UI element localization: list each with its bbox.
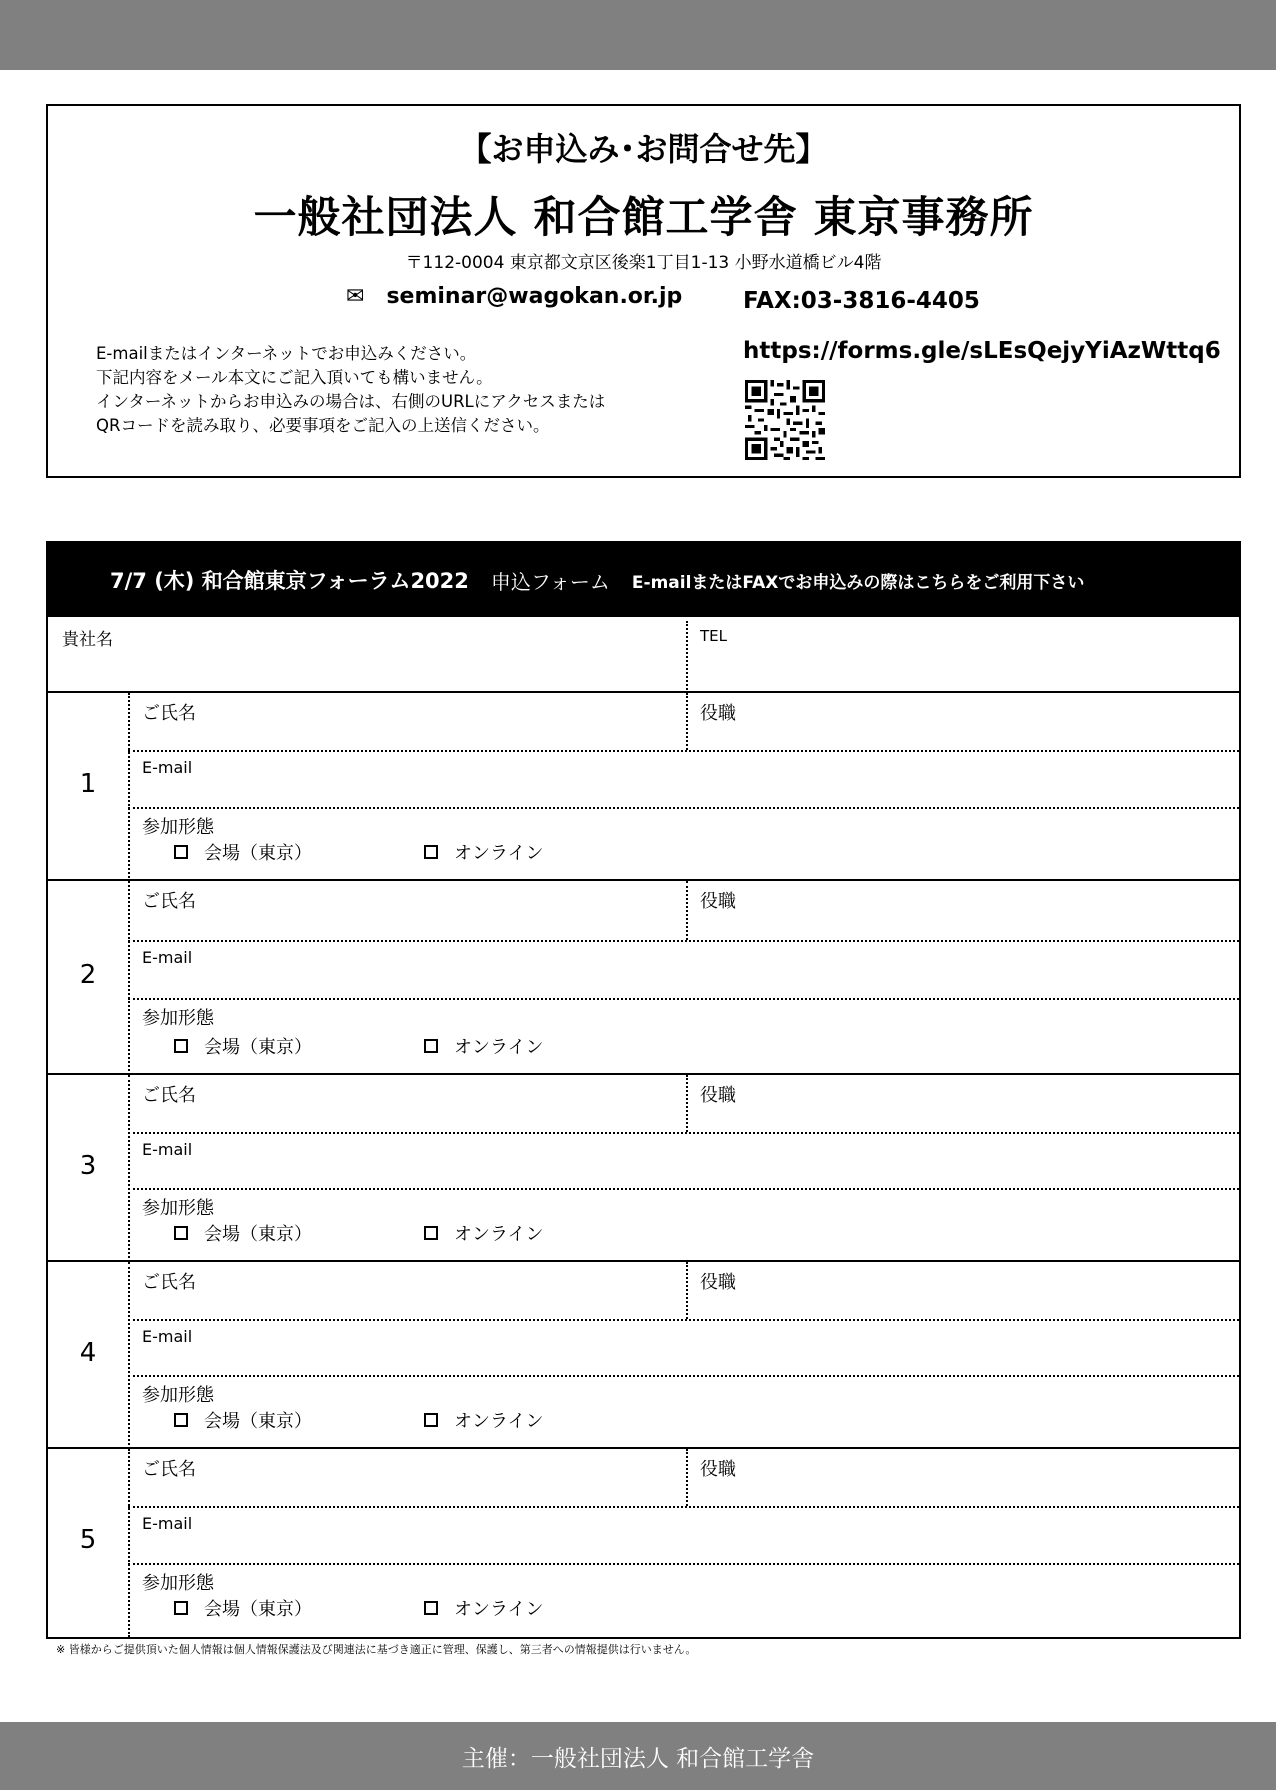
privacy-note: ※ 皆様からご提供頂いた個人情報は個人情報保護法及び関連法に基づき適正に管理、保護し、第三者への情報提供は行いません。 xyxy=(56,1643,697,1656)
email-label[interactable]: E-mail xyxy=(142,758,193,777)
checkbox-icon[interactable] xyxy=(424,845,438,859)
participant-block xyxy=(48,1075,1239,1262)
form-subtitle: 申込フォーム xyxy=(490,569,610,594)
position-label[interactable]: 役職 xyxy=(700,703,736,724)
checkbox-icon[interactable] xyxy=(174,1226,188,1240)
number-divider xyxy=(128,1075,130,1262)
email-label[interactable]: E-mail xyxy=(142,1514,193,1533)
form-title: 7/7 (木) 和合館東京フォーラム2022 xyxy=(110,569,469,593)
form-header xyxy=(48,543,1239,617)
checkbox-icon[interactable] xyxy=(174,1413,188,1427)
participant-number: 4 xyxy=(79,1337,97,1368)
note-line: インターネットからお申込みの場合は、右側のURLにアクセスまたは xyxy=(96,392,606,411)
option-online[interactable] xyxy=(424,1407,543,1433)
number-divider xyxy=(128,1262,130,1449)
attendance-label: 参加形態 xyxy=(142,817,214,838)
checkbox-icon[interactable] xyxy=(174,1039,188,1053)
number-divider xyxy=(128,1449,130,1637)
qr-code xyxy=(745,380,825,460)
checkbox-icon[interactable] xyxy=(174,1601,188,1615)
email-label[interactable]: E-mail xyxy=(142,1140,193,1159)
participant-block xyxy=(48,881,1239,1075)
option-venue-label: 会場（東京） xyxy=(204,1411,312,1432)
option-online[interactable] xyxy=(424,839,543,865)
number-divider xyxy=(128,881,130,1075)
attendance-label: 参加形態 xyxy=(142,1198,214,1219)
option-online[interactable] xyxy=(424,1595,543,1621)
company-row xyxy=(48,617,1239,693)
email-label[interactable]: E-mail xyxy=(142,1327,193,1346)
name-label[interactable]: ご氏名 xyxy=(142,703,196,724)
form-url[interactable]: https://forms.gle/sLEsQejyYiAzWttq6 xyxy=(743,338,1221,364)
participant-number: 2 xyxy=(79,960,97,990)
participant-number: 5 xyxy=(79,1525,97,1555)
name-label[interactable]: ご氏名 xyxy=(142,891,196,912)
option-online-label: オンライン xyxy=(454,1411,544,1432)
option-venue[interactable] xyxy=(174,1407,312,1433)
address: 〒112-0004 東京都文京区後楽1丁目1-13 小野水道橋ビル4階 xyxy=(405,253,882,273)
tel-label[interactable]: TEL xyxy=(700,627,727,645)
contact-heading: 【お申込み･お問合せ先】 xyxy=(459,130,828,168)
checkbox-icon[interactable] xyxy=(424,1039,438,1053)
option-venue-label: 会場（東京） xyxy=(204,843,312,864)
company-label[interactable]: 貴社名 xyxy=(62,630,113,650)
checkbox-icon[interactable] xyxy=(424,1226,438,1240)
option-venue[interactable] xyxy=(174,1220,312,1246)
row-divider xyxy=(128,1375,1239,1377)
name-label[interactable]: ご氏名 xyxy=(142,1085,196,1106)
name-label[interactable]: ご氏名 xyxy=(142,1272,196,1293)
participant-block xyxy=(48,1449,1239,1637)
option-venue[interactable] xyxy=(174,839,312,865)
checkbox-icon[interactable] xyxy=(424,1413,438,1427)
name-position-divider xyxy=(686,881,688,940)
org-name: 一般社団法人 和合館工学舎 東京事務所 xyxy=(253,193,1034,243)
option-online-label: オンライン xyxy=(454,1599,544,1620)
contact-box xyxy=(46,104,1241,478)
attendance-label: 参加形態 xyxy=(142,1008,214,1029)
note-line: 下記内容をメール本文にご記入頂いても構いません。 xyxy=(96,368,493,387)
number-divider xyxy=(128,693,130,881)
envelope-icon: ✉ xyxy=(346,284,365,309)
option-venue-label: 会場（東京） xyxy=(204,1224,312,1245)
row-divider xyxy=(128,750,1239,752)
row-divider xyxy=(128,998,1239,1000)
email-line xyxy=(346,284,682,309)
participant-block xyxy=(48,1262,1239,1449)
option-venue[interactable] xyxy=(174,1033,312,1059)
option-online-label: オンライン xyxy=(454,1037,544,1058)
email-link[interactable]: seminar@wagokan.or.jp xyxy=(386,284,683,309)
name-position-divider xyxy=(686,1449,688,1506)
option-online-label: オンライン xyxy=(454,843,544,864)
position-label[interactable]: 役職 xyxy=(700,1459,736,1480)
email-label[interactable]: E-mail xyxy=(142,948,193,967)
row-divider xyxy=(128,1188,1239,1190)
top-bar xyxy=(0,0,1276,70)
row-divider xyxy=(128,1506,1239,1508)
attendance-label: 参加形態 xyxy=(142,1385,214,1406)
row-divider xyxy=(128,1563,1239,1565)
footer: 主催：一般社団法人 和合館工学舎 xyxy=(0,1722,1276,1790)
name-position-divider xyxy=(686,1262,688,1319)
checkbox-icon[interactable] xyxy=(424,1601,438,1615)
position-label[interactable]: 役職 xyxy=(700,891,736,912)
option-online-label: オンライン xyxy=(454,1224,544,1245)
application-notes xyxy=(96,342,605,438)
row-divider xyxy=(128,1132,1239,1134)
row-divider xyxy=(128,1319,1239,1321)
form-note: E-mailまたはFAXでお申込みの際はこちらをご利用下さい xyxy=(631,572,1085,593)
option-venue[interactable] xyxy=(174,1595,312,1621)
participant-number: 1 xyxy=(79,769,97,799)
application-form xyxy=(46,541,1241,1639)
position-label[interactable]: 役職 xyxy=(700,1085,736,1106)
participant-block xyxy=(48,693,1239,881)
option-online[interactable] xyxy=(424,1033,543,1059)
note-line: QRコードを読み取り、必要事項をご記入の上送信ください。 xyxy=(96,416,550,435)
option-venue-label: 会場（東京） xyxy=(204,1037,312,1058)
note-line: E-mailまたはインターネットでお申込みください。 xyxy=(96,344,477,363)
row-divider xyxy=(128,940,1239,942)
company-divider xyxy=(686,621,688,693)
option-venue-label: 会場（東京） xyxy=(204,1599,312,1620)
name-position-divider xyxy=(686,693,688,750)
attendance-label: 参加形態 xyxy=(142,1573,214,1594)
option-online[interactable] xyxy=(424,1220,543,1246)
name-position-divider xyxy=(686,1075,688,1132)
participant-number: 3 xyxy=(79,1150,97,1181)
fax-number: FAX:03-3816-4405 xyxy=(743,288,980,314)
checkbox-icon[interactable] xyxy=(174,845,188,859)
name-label[interactable]: ご氏名 xyxy=(142,1459,196,1480)
position-label[interactable]: 役職 xyxy=(700,1272,736,1293)
row-divider xyxy=(128,807,1239,809)
